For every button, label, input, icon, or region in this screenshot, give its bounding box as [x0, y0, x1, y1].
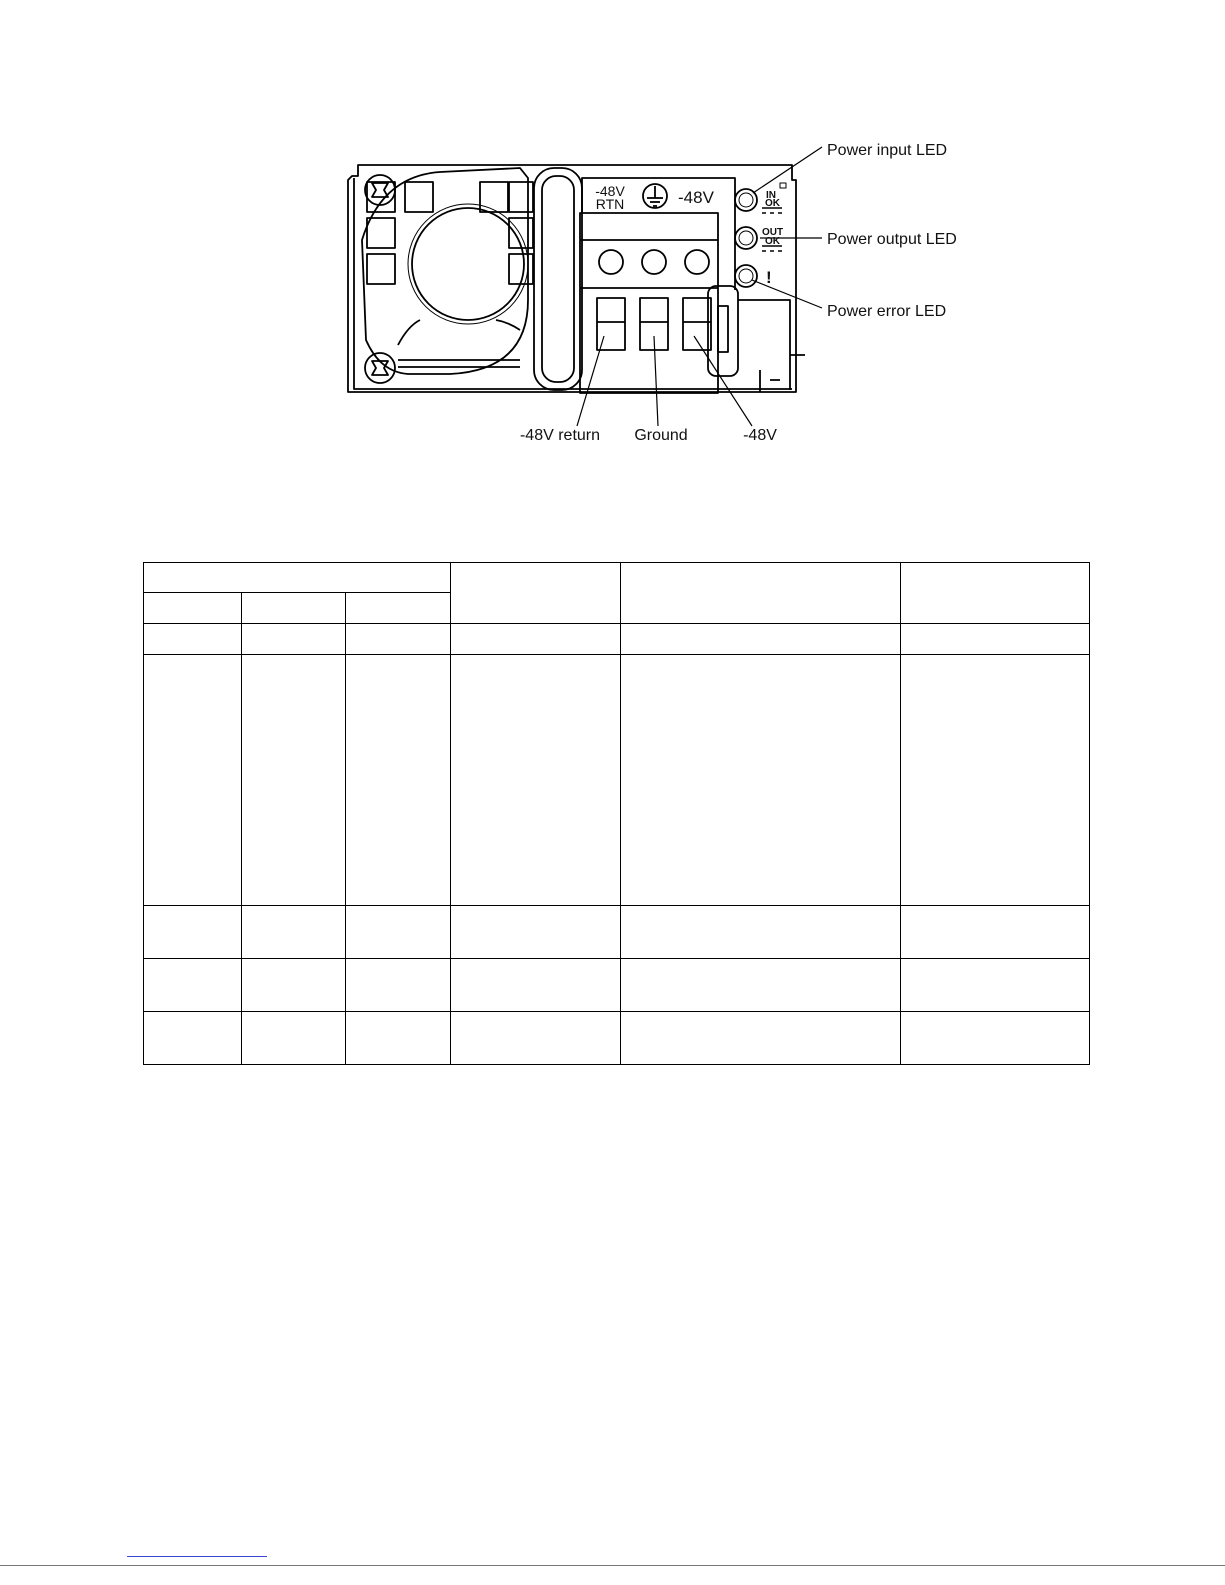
led-error-label: ! [766, 268, 772, 287]
psu-housing [348, 165, 796, 392]
table-header-col-1 [144, 593, 242, 624]
table-cell [144, 624, 242, 655]
footer-rule [0, 1565, 1225, 1566]
table-row [144, 624, 1090, 655]
callout-power-error-led: Power error LED [827, 303, 947, 320]
table-cell [901, 624, 1090, 655]
table-header-col-5 [621, 563, 901, 624]
led-power-error [735, 265, 757, 287]
table-cell [346, 1012, 451, 1065]
latch [708, 286, 738, 376]
table-cell [242, 959, 346, 1012]
table-cell [346, 655, 451, 906]
table-cell [621, 655, 901, 906]
led-status-table [143, 562, 1090, 1065]
table-cell [144, 906, 242, 959]
table-cell [451, 906, 621, 959]
table-cell [621, 906, 901, 959]
table-row [144, 655, 1090, 906]
callout-48v-return: -48V return [519, 427, 601, 444]
table-cell [346, 624, 451, 655]
terminal-48v-label: -48V [678, 188, 714, 207]
ground-symbol-icon [643, 184, 667, 208]
callout-power-input-led: Power input LED [827, 142, 948, 159]
table-cell [144, 959, 242, 1012]
power-supply-figure [0, 0, 1225, 560]
table-header-col-3 [346, 593, 451, 624]
table-cell [901, 655, 1090, 906]
led-out-label: OUT [762, 227, 784, 238]
led-in-ok-label: OK [765, 198, 780, 209]
table-cell [621, 959, 901, 1012]
footer-link-underline[interactable] [127, 1556, 267, 1557]
table-cell [451, 959, 621, 1012]
table-cell [901, 1012, 1090, 1065]
terminal-rtn-label-bottom: RTN [595, 196, 625, 212]
table-cell [451, 624, 621, 655]
table-cell [346, 906, 451, 959]
screw-top [365, 175, 395, 205]
psu-housing-inner [354, 178, 792, 389]
table-cell [621, 1012, 901, 1065]
fan-hub [412, 208, 524, 320]
table-cell [621, 624, 901, 655]
table-cell [242, 1012, 346, 1065]
table-header-led-group [144, 563, 451, 593]
table-cell [451, 1012, 621, 1065]
callout-48v: -48V [743, 427, 777, 444]
table-header-col-6 [901, 563, 1090, 624]
table-cell [346, 959, 451, 1012]
table-header-col-2 [242, 593, 346, 624]
table-header-col-4 [451, 563, 621, 624]
table-cell [144, 1012, 242, 1065]
screw-bottom [365, 353, 395, 383]
led-power-output [735, 227, 757, 249]
callout-ground: Ground [634, 427, 688, 444]
table-cell [901, 959, 1090, 1012]
table-cell [451, 655, 621, 906]
led-in-label: IN [766, 190, 776, 201]
table-row [144, 906, 1090, 959]
table-cell [144, 655, 242, 906]
table-cell [242, 906, 346, 959]
table-row [144, 1012, 1090, 1065]
table-row [144, 959, 1090, 1012]
table-cell [242, 624, 346, 655]
table-cell [242, 655, 346, 906]
terminal-rtn-label-top: -48V [595, 183, 625, 199]
led-out-ok-label: OK [765, 236, 780, 247]
table-cell [901, 906, 1090, 959]
callout-power-output-led: Power output LED [827, 231, 957, 248]
